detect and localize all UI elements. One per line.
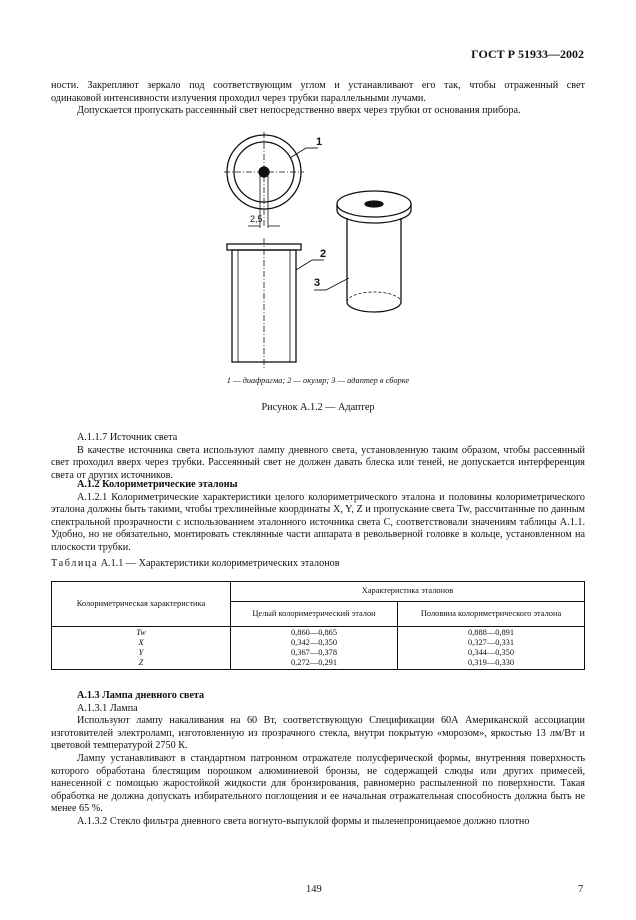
- section-131-heading: А.1.3.1 Лампа: [77, 702, 138, 714]
- section-12-text: А.1.2.1 Колориметрические характеристики целого колориметрического эталона и половины колориметрического эталона должны быть такими, чтобы трехлинейные координаты X, Y, Z и пропускание света Tw, рассчитанные по данным спектральной прозрачности с использованием эталонного источника света С, соответствовали значениям таблицы А.1.1. Удобно, но не обязательно, монтировать стеклянные части аппарата в револьверной головке в кольце, установленном на плоскости трубки.: [51, 491, 585, 553]
- section-13-para-1: Используют лампу накаливания на 60 Вт, соответствующую Спецификации 60А Американской ассоциации изготовителей электроламп, изготовленную из прозрачного стекла, внутри покрытую «морозом», яркостью 13 лм/Вт и цветовой температурой 2750 К.: [51, 715, 585, 752]
- section-12: [51, 479, 585, 555]
- section-12-heading: А.1.2 Колориметрические эталоны: [77, 479, 238, 490]
- table-caption-text: А.1.1 — Характеристики колориметрических эталонов: [100, 558, 340, 569]
- col-header-characteristic: Колориметрическая характеристика: [52, 582, 231, 627]
- table-cell: 0,367—0,378: [290, 648, 338, 657]
- table-caption: [51, 558, 585, 571]
- table-cell: 0,327—0,331: [467, 638, 515, 647]
- figure-caption: Рисунок А.1.2 — Адаптер: [261, 402, 375, 413]
- page-number-center: 149: [306, 884, 322, 895]
- figure-legend: 1 — диафрагма; 2 — окуляр; 3 — адаптер в сборке: [226, 376, 410, 385]
- section-13: [51, 690, 585, 829]
- section-117-text: В качестве источника света используют лампу дневного света, установленную таким образом, чтобы рассеянный свет проходил вверх через трубки. Рассеянный свет не должен давать блеска или теней, не допускается интерференция света от других источников.: [51, 444, 585, 481]
- callout-3: 3: [314, 277, 321, 289]
- callout-1: 1: [316, 136, 323, 148]
- intro-line-3: Допускается пропускать рассеянный свет непосредственно вверх через трубки от основания прибора.: [77, 105, 521, 117]
- row-label: Y: [138, 648, 144, 657]
- dimension-label: 2,5: [250, 214, 263, 224]
- section-13-heading: А.1.3 Лампа дневного света: [77, 690, 205, 701]
- col-header-half: Половина колориметрического эталона: [398, 602, 585, 627]
- table-cell: 0,319—0,330: [467, 658, 515, 667]
- adapter-cap-hole: [365, 201, 383, 207]
- table-cell: 0,860—0,865: [290, 628, 338, 637]
- intro-line-2: одинаковой интенсивности излучения проходил через трубки параллельными лучами.: [51, 92, 426, 104]
- section-13-para-3: А.1.3.2 Стекло фильтра дневного света вогнуто-выпуклой формы и пыленепроницаемое должно плотно: [77, 815, 530, 827]
- adapter-figure: [200, 130, 440, 370]
- table-caption-label: Таблица: [51, 558, 99, 569]
- page-number-right: 7: [578, 884, 584, 895]
- intro-text: [51, 80, 585, 118]
- document-header: ГОСТ Р 51933—2002: [471, 47, 584, 61]
- table-cell: 0,272—0,291: [290, 658, 338, 667]
- section-117-heading: А.1.1.7 Источник света: [77, 432, 178, 443]
- standards-table: [51, 581, 585, 670]
- table-cell: 0,344—0,350: [467, 648, 515, 657]
- col-header-group: Характеристика эталонов: [231, 582, 585, 602]
- section-117: [51, 432, 585, 482]
- section-13-para-2: Лампу устанавливают в стандартном патронном отражателе полусферической формы, внутренняя поверхность которого обработана блестящим порошком алюминиевой бронзы, не содержащей слюды или других примесей, нанесенной с помощью жаростойкой жидкости для бронзирования, равномерно распыленной по поверхности. Такая обработка не должна допускать избирательного поглощения и ее начальная отражательная способность должна быть не менее 65 %.: [51, 752, 585, 815]
- table-cell: 0,342—0,350: [290, 638, 338, 647]
- row-label: Z: [138, 658, 144, 667]
- row-label: X: [138, 638, 144, 647]
- callout-2: 2: [320, 248, 327, 260]
- row-label: Tw: [136, 628, 146, 637]
- col-header-whole: Целый колориметрический эталон: [231, 602, 398, 627]
- intro-line-1: ности. Закрепляют зеркало под соответствующим углом и устанавливают его так, чтобы отраженный свет: [51, 80, 585, 91]
- row-labels: [52, 627, 231, 670]
- whole-values: [231, 627, 398, 670]
- half-values: [398, 627, 585, 670]
- table-cell: 0,888—0,891: [467, 628, 515, 637]
